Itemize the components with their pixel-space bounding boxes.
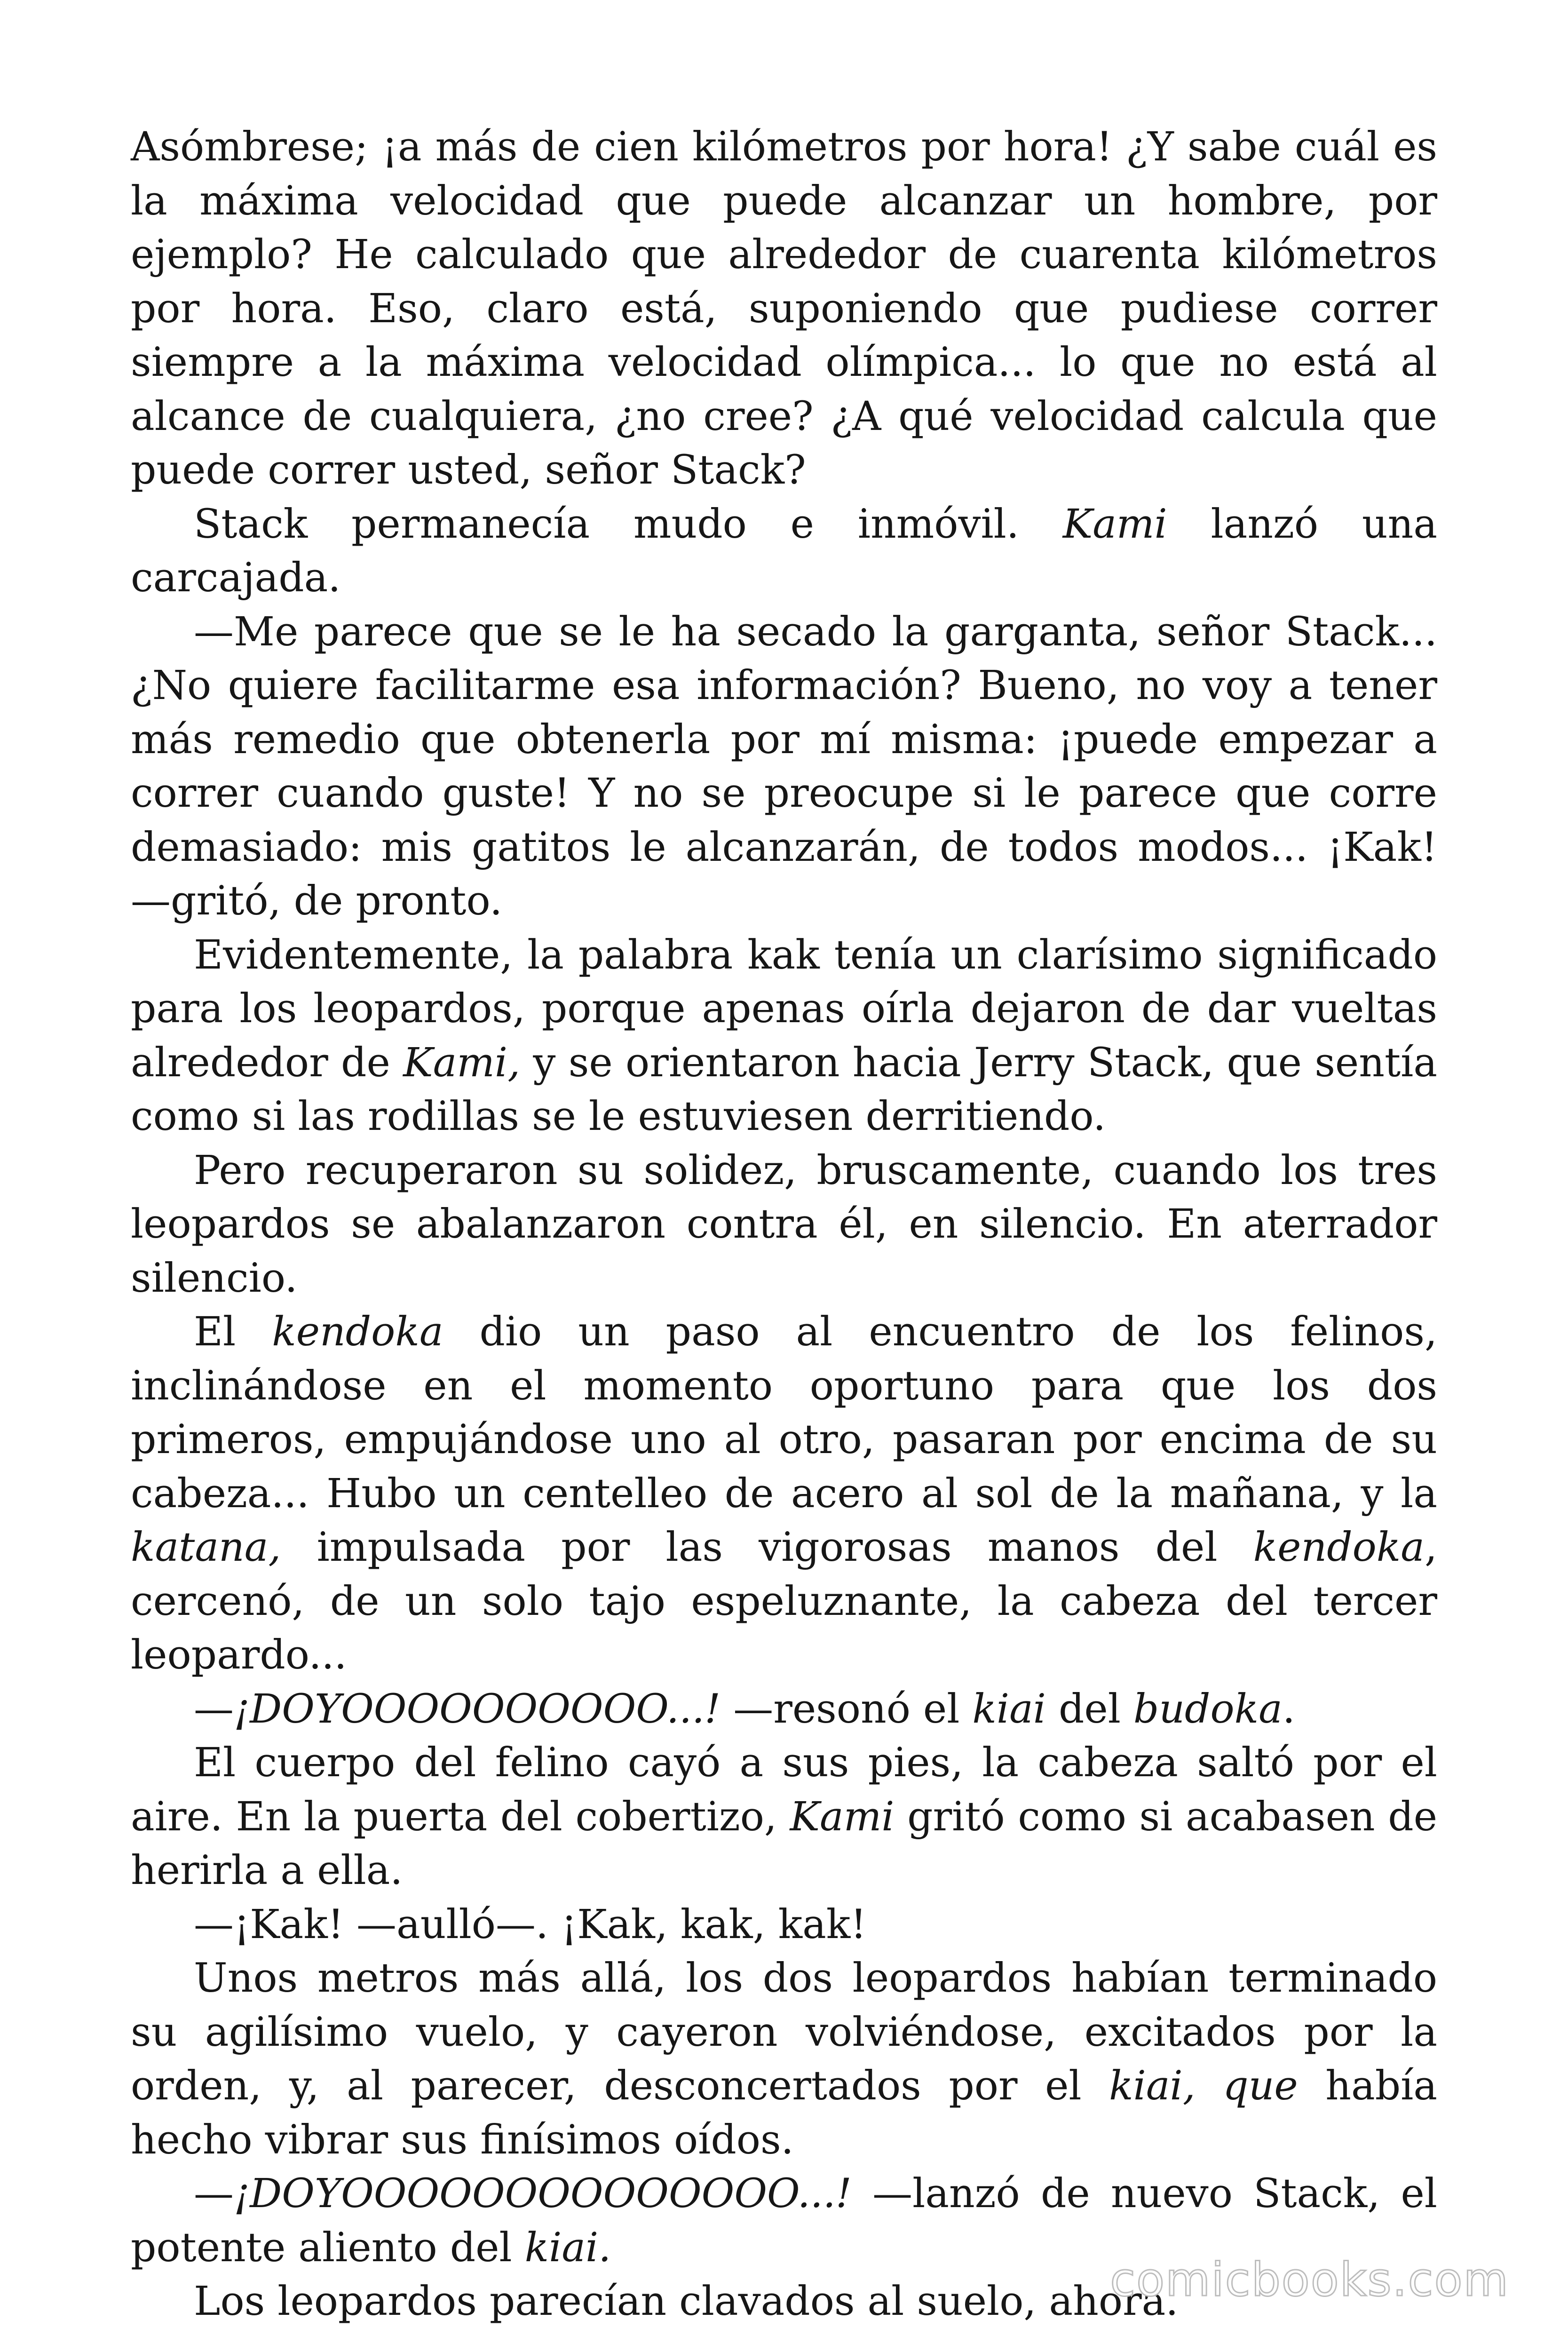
- italic-text: Kami: [1062, 501, 1167, 548]
- text-segment: El cuerpo del felino cayó a sus pies, la cabeza saltó por el aire. En la puerta del cobertizo,: [131, 1740, 1437, 1840]
- text-segment: , cercenó, de un solo tajo espeluznante, la cabeza del tercer leopardo...: [131, 1524, 1437, 1678]
- text-segment: y se orientaron hacia Jerry Stack, que sentía como si las rodillas se le estuviesen derritiendo.: [131, 1039, 1437, 1140]
- italic-text: ¡DOYOOOOOOOOOO...!: [234, 1685, 721, 1732]
- text-segment: —: [194, 2170, 234, 2217]
- paragraph: [131, 1305, 1437, 1683]
- paragraph: [131, 929, 1437, 1144]
- italic-text: budoka: [1133, 1685, 1283, 1732]
- paragraph: [131, 120, 1437, 498]
- text-segment: gritó como si acabasen de herirla a ella.: [131, 1793, 1437, 1894]
- text-segment: lanzó una carcajada.: [131, 501, 1437, 601]
- italic-text: kiai, que: [1109, 2063, 1298, 2109]
- text-segment: Asómbrese; ¡a más de cien kilómetros por hora! ¿Y sabe cuál es la máxima velocidad que puede alcanzar un hombre, por ejemplo? He calculado que alrededor de cuarenta kilómetros por hora. Eso, claro está, suponiendo que pudiese correr siempre a la máxima velocidad olímpica... lo que no está al alcance de cualquiera, ¿no cree? ¿A qué velocidad calcula que puede correr usted, señor Stack?: [131, 124, 1437, 493]
- paragraph: [131, 1736, 1437, 1898]
- paragraph: [131, 1144, 1437, 1306]
- text-segment: —Me parece que se le ha secado la garganta, señor Stack... ¿No quiere facilitarme esa información? Bueno, no voy a tener más remedio que obtenerla por mí misma: ¡puede empezar a correr cuando guste! Y no se preocupe si le parece que corre demasiado: mis gatitos le alcanzarán, de todos modos... ¡Kak! —gritó, de pronto.: [131, 608, 1437, 924]
- italic-text: katana,: [131, 1524, 281, 1571]
- text-segment: —resonó el: [721, 1685, 973, 1732]
- italic-text: Kami: [790, 1793, 895, 1840]
- book-page-text: [131, 120, 1437, 2329]
- italic-text: Kami,: [403, 1039, 521, 1086]
- paragraph: [131, 1952, 1437, 2167]
- italic-text: ¡DOYOOOOOOOOOOOOOO...!: [234, 2170, 852, 2217]
- text-segment: impulsada por las vigorosas manos del: [281, 1524, 1253, 1571]
- text-segment: Unos metros más allá, los dos leopardos habían terminado su agilísimo vuelo, y cayeron volviéndose, excitados por la orden, y, al parecer, desconcertados por el: [131, 1955, 1437, 2109]
- text-segment: —lanzó de nuevo Stack, el potente aliento del: [131, 2170, 1437, 2271]
- paragraph: [131, 498, 1437, 605]
- italic-text: kendoka: [1253, 1524, 1425, 1571]
- italic-text: kendoka: [272, 1309, 443, 1355]
- italic-text: kiai.: [524, 2224, 611, 2271]
- text-segment: dio un paso al encuentro de los felinos, inclinándose en el momento oportuno para que los dos primeros, empujándose uno al otro, pasaran por encima de su cabeza... Hubo un centelleo de acero al sol de la mañana, y la: [131, 1309, 1437, 1517]
- watermark: comicbooks.com: [1110, 2253, 1509, 2307]
- paragraph: [131, 1683, 1437, 1737]
- text-segment: El: [194, 1309, 272, 1355]
- text-segment: Evidentemente, la palabra kak tenía un clarísimo significado para los leopardos, porque apenas oírla dejaron de dar vueltas alrededor de: [131, 931, 1437, 1086]
- text-segment: —: [194, 1685, 234, 1732]
- text-segment: —¡Kak! —aulló—. ¡Kak, kak, kak!: [194, 1901, 867, 1948]
- text-segment: Stack permanecía mudo e inmóvil.: [194, 501, 1063, 548]
- text-segment: .: [1282, 1685, 1295, 1732]
- text-segment: Pero recuperaron su solidez, bruscamente, cuando los tres leopardos se abalanzaron contra él, en silencio. En aterrador silencio.: [131, 1147, 1437, 1302]
- text-segment: del: [1045, 1685, 1133, 1732]
- text-segment: había hecho vibrar sus finísimos oídos.: [131, 2063, 1437, 2163]
- italic-text: kiai: [972, 1685, 1046, 1732]
- paragraph: [131, 605, 1437, 929]
- text-segment: Los leopardos parecían clavados al suelo, ahora.: [194, 2278, 1179, 2325]
- paragraph: [131, 1898, 1437, 1952]
